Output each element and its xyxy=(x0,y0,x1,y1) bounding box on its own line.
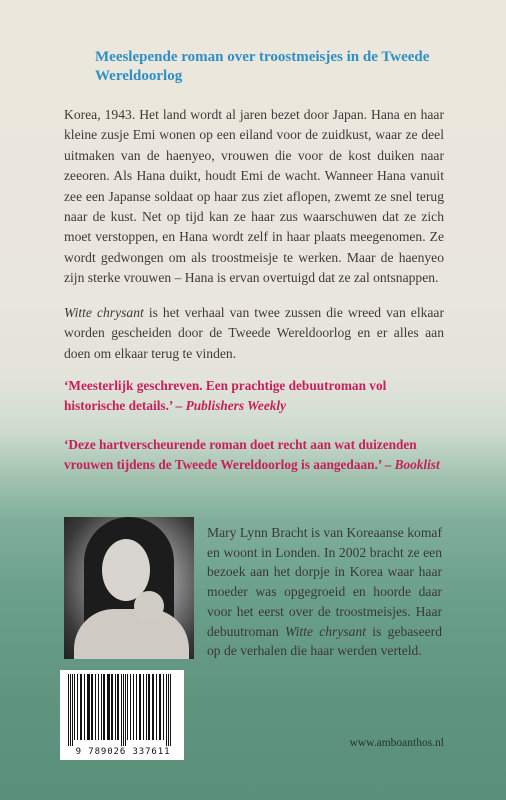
quote-text: ‘Meesterlijk geschreven. Een prachtige debuutroman vol historische details.’ – xyxy=(64,378,387,413)
review-quote-1 xyxy=(64,376,444,416)
tagline: Meeslepende roman over troostmeisjes in de Tweede Wereldoorlog xyxy=(95,49,430,84)
barcode-bars xyxy=(66,674,180,746)
barcode-bar xyxy=(148,674,150,740)
barcode-bar xyxy=(125,674,126,746)
barcode-bar xyxy=(146,674,147,740)
quote-source: Publishers Weekly xyxy=(185,398,286,413)
bio-text: Mary Lynn Bracht is van Koreaanse komaf en woont in Londen. In 2002 bracht ze een bezoek aan het dorpje in Korea waar haar moeder was opgegroeid en hoorde daar voor het eerst over de troostmeisjes. Haar debuutroman xyxy=(207,525,442,639)
barcode-bar xyxy=(127,674,128,740)
barcode-bar xyxy=(136,674,137,740)
barcode-bar xyxy=(123,674,124,746)
summary-text: is het verhaal van twee zussen die wreed van elkaar worden gescheiden door de Tweede Wereldoorlog en er alles aan doen om elkaar terug te vinden. xyxy=(64,305,444,361)
barcode-bar xyxy=(159,674,161,740)
barcode-bar xyxy=(166,674,167,746)
barcode-bar xyxy=(101,674,102,740)
barcode-bar xyxy=(87,674,90,740)
barcode-bar xyxy=(103,674,105,740)
quote-source: Booklist xyxy=(394,457,440,472)
barcode-bar xyxy=(91,674,93,740)
review-quote-2 xyxy=(64,435,444,475)
barcode-number: 9 789026 337611 xyxy=(75,747,171,757)
barcode-bar xyxy=(117,674,119,740)
author-bio xyxy=(207,523,442,661)
author-hand xyxy=(134,591,164,621)
barcode-bar xyxy=(170,674,171,746)
synopsis-paragraph: Korea, 1943. Het land wordt al jaren bezet door Japan. Hana en haar kleine zusje Emi wonen op een eiland voor de zuidkust, waar ze deel uitmaken van de haenyeo, vrouwen die voor de kost duiken naar zeeoren. Als Hana duikt, houdt Emi de wacht. Wanneer Hana vanuit zee een Japanse soldaat op haar zus ziet aflopen, zwemt ze snel terug naar de kust. Net op tijd kan ze haar zus waarschuwen dat ze zich moet verstoppen, en Hana wordt zelf in haar plaats meegenomen. Ze wordt gedwongen om als troostmeisje te werken. Maar de haenyeo zijn sterke vrouwen – Hana is ervan overtuigd dat ze zal ontsnappen. xyxy=(64,107,444,286)
barcode-bar xyxy=(70,674,71,746)
barcode-bar xyxy=(68,674,69,746)
barcode-bar xyxy=(143,674,144,740)
author-sweater xyxy=(74,609,189,659)
barcode-bar xyxy=(95,674,96,740)
barcode-bar xyxy=(163,674,164,740)
isbn-barcode xyxy=(60,670,184,760)
barcode-bar xyxy=(77,674,78,740)
barcode-bar xyxy=(111,674,113,740)
barcode-bar xyxy=(130,674,131,740)
barcode-bar xyxy=(133,674,134,740)
barcode-bar xyxy=(72,674,73,746)
bio-text-end: is gebaseerd op de verhalen die haar werden verteld. xyxy=(207,623,442,659)
book-title: Witte chrysant xyxy=(64,305,144,320)
barcode-bar xyxy=(107,674,110,740)
bio-book-title: Witte chrysant xyxy=(285,623,367,639)
quote-text: ‘Deze hartverscheurende roman doet recht aan wat duizenden vrouwen tijdens de Tweede Wereldoorlog is aangedaan.’ – xyxy=(64,437,417,472)
summary-paragraph xyxy=(64,303,444,364)
barcode-bar xyxy=(115,674,116,740)
barcode-bar xyxy=(156,674,157,740)
barcode-bar xyxy=(152,674,154,740)
barcode-bar xyxy=(84,674,85,740)
barcode-bar xyxy=(121,674,122,746)
publisher-website: www.amboanthos.nl xyxy=(349,737,444,749)
barcode-bar xyxy=(139,674,141,740)
barcode-bar xyxy=(168,674,169,746)
barcode-bar xyxy=(98,674,99,740)
barcode-bar xyxy=(80,674,82,740)
author-photo xyxy=(64,517,194,659)
barcode-bar xyxy=(74,674,75,740)
